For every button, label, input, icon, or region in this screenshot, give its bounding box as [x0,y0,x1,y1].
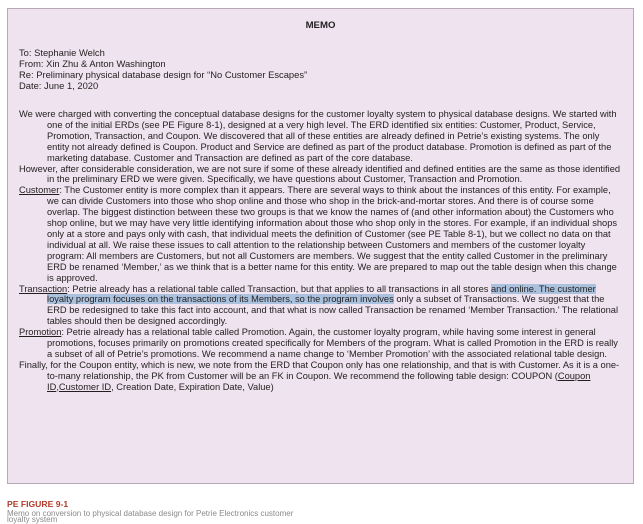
transaction-text-start: : Petrie already has a relational table called Transaction, but that applies to all transactions in all stores [67,283,489,294]
paragraph-customer [19,185,624,283]
transaction-text-end: only a subset of Transactions. We suggest that the ERD be redesigned to take this fact into account, and that what is now called Transaction be renamed ‘Member Transaction.’ The relational tables should then be designed accordingly. [47,294,619,327]
memo-date: Date: June 1, 2020 [19,80,99,91]
paragraph-however: However, after considerable consideration, we are not sure if some of these already identified and defined entities are the same as those identified in the preliminary ERD we were given. Specifically, we have questions about Customer, Transaction and Promotion. [19,163,621,185]
memo-to: To: Stephanie Welch [19,47,105,58]
memo-re: Re: Preliminary physical database design for “No Customer Escapes” [19,69,308,80]
coupon-primary-key: Coupon ID [47,370,591,392]
customer-text: : The Customer entity is more complex than it appears. There are several ways to think about the instances of this entity. For example, we can divide Customers into those who shop online and those who shop in the brick-and-mortar stores. And there is of course some overlap. The biggest distinction between these two groups is that we know the names of (and other information about) the Customers who shop online, but we may have very little identifying information about those who shop only in the stores. For example, if an individual shops only at a store and pays only with cash, that individual meets the definition of Customer (see PE Table 8-1), but we collect no data on that individual at all. We raise these issues to call attention to the relationship between Customers and members of the customer loyalty program: All members are Customers, but not all Customers are members. We suggest that the entity called Customer in the preliminary ERD be renamed ‘Member,’ as we think that is a better name for this entity. We are prepared to map out the table design when this change is approved. [47,185,618,283]
figure-description-cutoff: Memo on conversion to physical database design for Petrie Electronics customer loyalty system [7,509,294,524]
paragraph-intro: We were charged with converting the conceptual database designs for the customer loyalty system to physical database designs. We started with one of the initial ERDs (see PE Figure 8-1), designed at a very high level. The ERD identified six entities: Customer, Product, Service, Promotion, Transaction, and Coupon. We discovered that all of these entities are already defined in Petrie’s existing systems. The only entity not already defined is Coupon. Product and Service are defined as part of the product database. Promotion is defined as part of the marketing database. Customer and Transaction are defined as part of the core database. [19,109,617,163]
paragraph-transaction [19,284,624,328]
figure-caption: PE FIGURE 9-1 [7,499,69,509]
memo-from: From: Xin Zhu & Anton Washington [19,58,166,69]
paragraph-coupon [19,360,624,393]
memo-header [19,47,619,91]
transaction-heading: Transaction [19,283,68,294]
promotion-heading: Promotion [19,327,62,338]
promotion-text: : Petrie already has a relational table called Promotion. Again, the customer loyalty program, while having some interest in general promotions, focuses primarily on promotions created specifically for Members of the program. What is called Promotion in the ERD is really a subset of all of Petrie’s promotions. We recommend a name change to ‘Member Promotion’ with the associated relational table design. [47,327,618,359]
coupon-text-end: , Creation Date, Expiration Date, Value) [111,381,274,392]
memo-title: MEMO [305,20,336,31]
coupon-key-separator: , [56,381,59,392]
memo-panel [7,8,634,484]
coupon-text-start: Finally, for the Coupon entity, which is new, we note from the ERD that Coupon only has one relationship, and that is with Customer. As it is a one-to-many relationship, the PK from Customer will be an FK in Coupon. We recommend the following table design: COUPON ( [19,359,620,381]
customer-heading: Customer [19,185,60,196]
memo-body [19,109,624,393]
selected-text-highlight[interactable]: and online. The customer loyalty program focuses on the transactions of its Members, so the program involves [47,283,596,305]
coupon-foreign-key: Customer ID [58,381,112,392]
paragraph-promotion [19,327,624,360]
